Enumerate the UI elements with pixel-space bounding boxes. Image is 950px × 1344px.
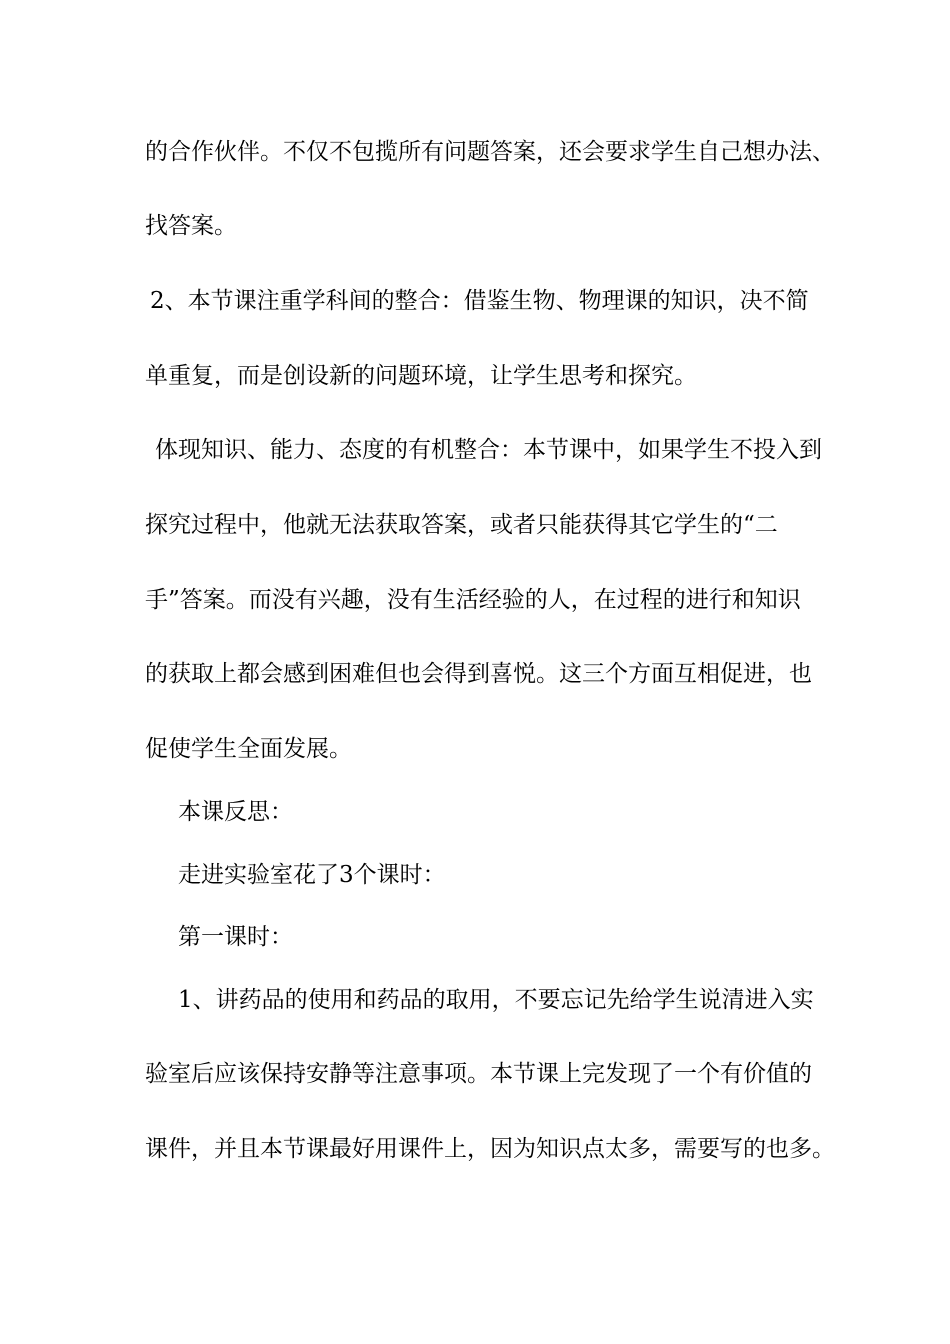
body-text-line: 课件，并且本节课最好用课件上，因为知识点太多，需要写的也多。 bbox=[145, 1136, 835, 1162]
body-text-line: 验室后应该保持安静等注意事项。本节课上完发现了一个有价值的 bbox=[145, 1061, 812, 1087]
body-text-line: 2、本节课注重学科间的整合：借鉴生物、物理课的知识，决不简 bbox=[150, 288, 809, 314]
section-heading: 本课反思： bbox=[178, 799, 293, 825]
body-text-line: 的获取上都会感到困难但也会得到喜悦。这三个方面互相促进，也 bbox=[145, 661, 812, 687]
subsection-heading: 第一课时： bbox=[178, 924, 293, 950]
body-text-line: 单重复，而是创设新的问题环境，让学生思考和探究。 bbox=[145, 363, 697, 389]
body-text-line: 走进实验室花了3个课时： bbox=[178, 862, 446, 888]
body-text-line: 的合作伙伴。不仅不包揽所有问题答案，还会要求学生自己想办法、 bbox=[145, 139, 835, 165]
body-text-line: 找答案。 bbox=[145, 213, 237, 239]
body-text-line: 体现知识、能力、态度的有机整合：本节课中，如果学生不投入到 bbox=[155, 437, 822, 463]
body-text-line: 1、讲药品的使用和药品的取用，不要忘记先给学生说清进入实 bbox=[178, 987, 814, 1013]
body-text-line: 促使学生全面发展。 bbox=[145, 736, 352, 762]
body-text-line: 探究过程中，他就无法获取答案，或者只能获得其它学生的“二 bbox=[145, 512, 778, 538]
body-text-line: 手”答案。而没有兴趣，没有生活经验的人，在过程的进行和知识 bbox=[145, 587, 801, 613]
